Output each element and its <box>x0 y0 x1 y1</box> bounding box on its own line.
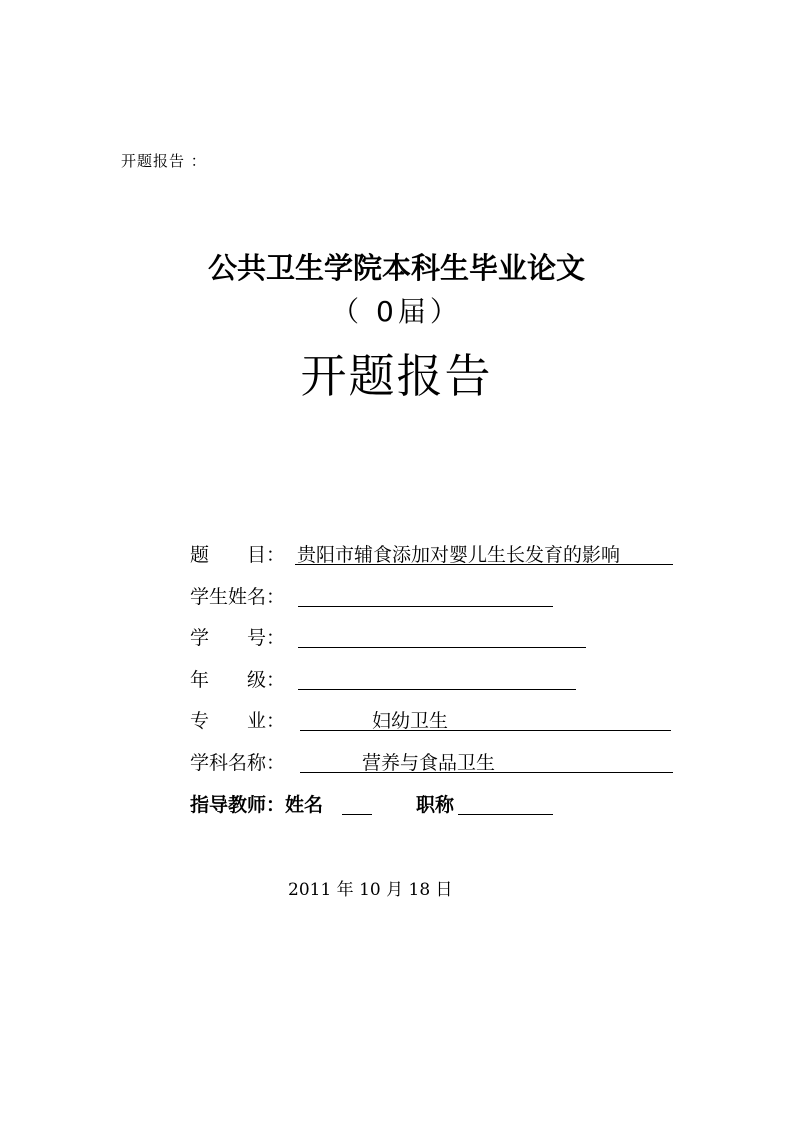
major-label: 专 业： <box>190 710 286 732</box>
advisor-label: 指导教师：姓名 <box>190 794 324 816</box>
grade-label: 年 级： <box>190 669 286 691</box>
major-field <box>300 706 671 731</box>
grade-field <box>298 665 576 690</box>
page-header: 开题报告 ： <box>121 152 207 170</box>
advisor-name-field <box>342 790 372 815</box>
student-id-field <box>298 623 586 648</box>
major-value: 妇幼卫生 <box>372 710 449 732</box>
student-name-label: 学生姓名： <box>190 586 286 608</box>
advisor-title-field <box>458 790 553 815</box>
discipline-value: 营养与食品卫生 <box>362 752 496 774</box>
student-name-field <box>298 582 553 607</box>
title-college-thesis: 公共卫生学院本科生毕业论文 <box>207 251 585 285</box>
report-date: 2011 年 10 月 18 日 <box>288 880 453 900</box>
topic-value: 贵阳市辅食添加对婴儿生长发育的影响 <box>297 544 621 566</box>
advisor-title-label: 职称 <box>416 794 455 816</box>
student-id-label: 学 号： <box>190 627 286 649</box>
discipline-label: 学科名称： <box>190 752 286 774</box>
title-session: （ 0届） <box>331 295 462 328</box>
discipline-field <box>300 748 673 773</box>
topic-field <box>295 540 673 565</box>
title-proposal: 开题报告 <box>300 349 493 403</box>
topic-label: 题 目： <box>190 544 286 566</box>
